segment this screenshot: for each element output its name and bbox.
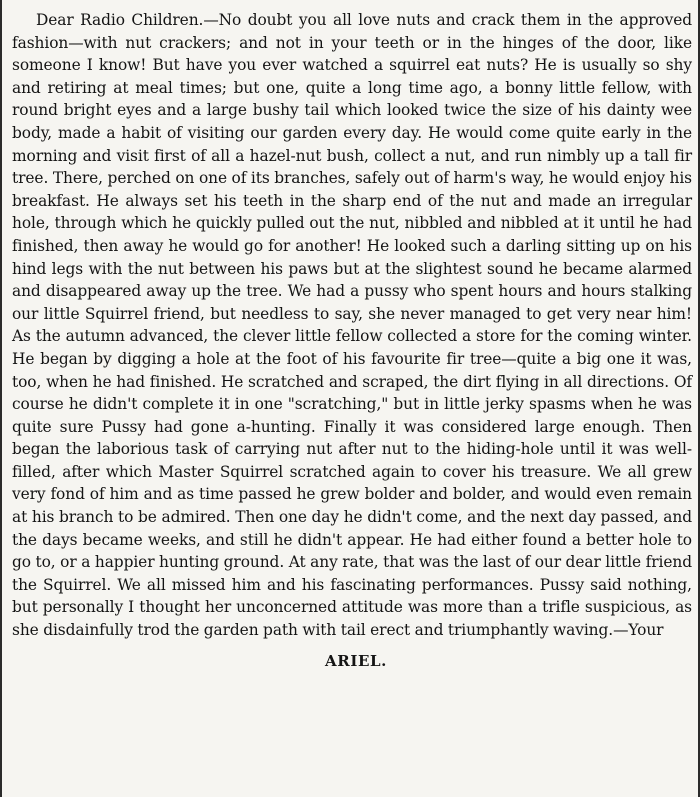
letter-signature: ARIEL. [325, 651, 387, 670]
letter-body: Dear Radio Children.—No doubt you all love nuts and crack them in the approved fashion—with nut crackers; and not in your teeth or in the hinges of the door, like someone I know! But have you ever watched a squirrel eat nuts? He is usually so shy and retiring at meal times; but one, quite a long time ago, a bonny little fellow, with round bright eyes and a large bushy tail which looked twice the size of his dainty wee body, made a habit of visiting our garden every day. He would come quite early in the morning and visit first of all a hazel-nut bush, collect a nut, and run nimbly up a tall fir tree. There, perched on one of its branches, safely out of harm's way, he would enjoy his breakfast. He always set his teeth in the sharp end of the nut and made an irregular hole, through which he quickly pulled out the nut, nibbled and nibbled at it until he had finished, then away he would go for another! He looked such a darling sitting up on his hind legs with the nut between his paws but at the slightest sound he became alarmed and disappeared away up the tree. We had a pussy who spent hours and hours stalking our little Squirrel friend, but needless to say, she never managed to get very near him! As the autumn advanced, the clever little fellow collected a store for the coming winter. He began by digging a hole at the foot of his favourite fir tree—quite a big one it was, too, when he had finished. He scratched and scraped, the dirt flying in all directions. Of course he didn't complete it in one "scratching," but in little jerky spasms when he was quite sure Pussy had gone a-hunting. Finally it was considered large enough. Then began the laborious task of carrying nut after nut to the hiding-hole until it was well-filled, after which Master Squirrel scratched again to cover his treasure. We all grew very fond of him and as time passed he grew bolder and bolder, and would even remain at his branch to be admired. Then one day he didn't come, and the next day passed, and the days became weeks, and still he didn't appear. He had either found a better hole to go to, or a happier hunting ground. At any rate, that was the last of our dear little friend the Squirrel. We all missed him and his fascinating performances. Pussy said nothing, but personally I thought her unconcerned attitude was more than a trifle suspicious, as she disdainfully trod the garden path with tail erect and triumphantly waving.—Your [12, 11, 692, 640]
